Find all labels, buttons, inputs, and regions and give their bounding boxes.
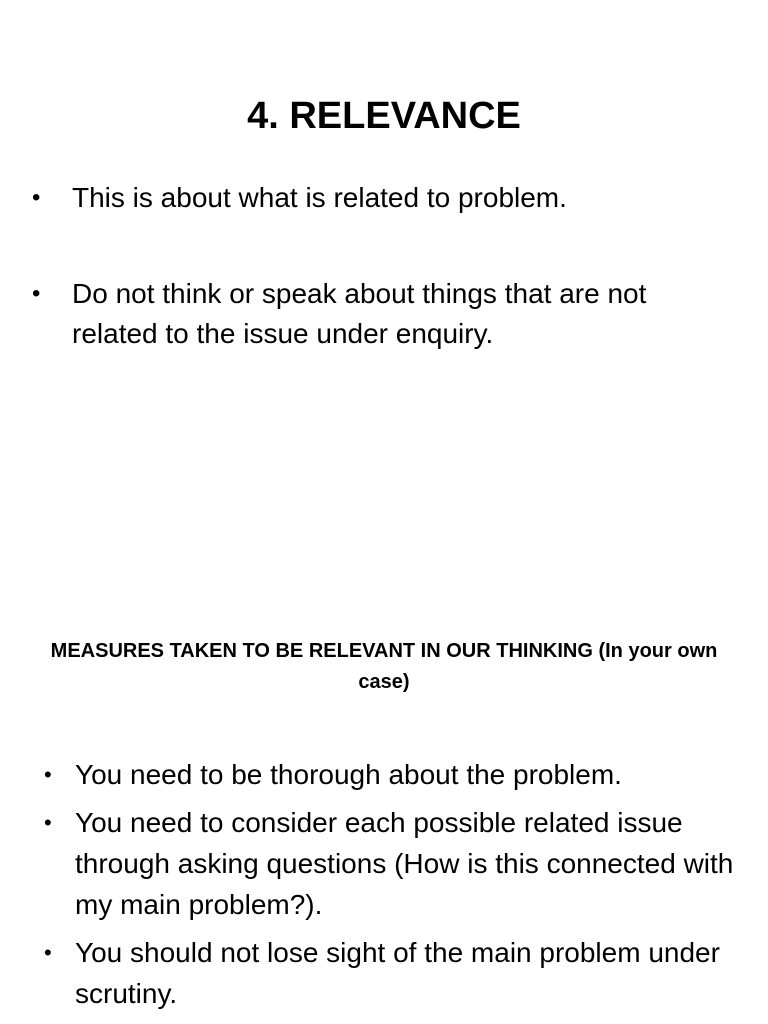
list-item [44, 932, 734, 1014]
bullet-text: You need to consider each possible related issue through asking questions (How is this connected with my main problem?). [75, 807, 734, 920]
slide-title: 4. RELEVANCE [247, 95, 521, 137]
section-heading: MEASURES TAKEN TO BE RELEVANT IN OUR THINKING (In your own case) [50, 640, 718, 693]
bullet-icon: • [44, 762, 52, 787]
bullet-list [44, 754, 734, 1014]
list-item [32, 178, 732, 218]
slide-measures [0, 540, 768, 1024]
bullet-text: This is about what is related to problem. [72, 182, 567, 213]
bullet-list [32, 178, 732, 354]
bullet-text: You should not lose sight of the main problem under scrutiny. [75, 937, 720, 1009]
bullet-icon: • [32, 184, 41, 211]
bullet-icon: • [32, 280, 41, 307]
bullet-icon: • [44, 810, 52, 835]
bullet-text: You need to be thorough about the problem. [75, 759, 622, 790]
list-item [32, 274, 732, 354]
bullet-icon: • [44, 940, 52, 965]
list-item [44, 754, 734, 795]
bullet-text: Do not think or speak about things that are not related to the issue under enquiry. [72, 278, 647, 349]
list-item [44, 802, 734, 925]
